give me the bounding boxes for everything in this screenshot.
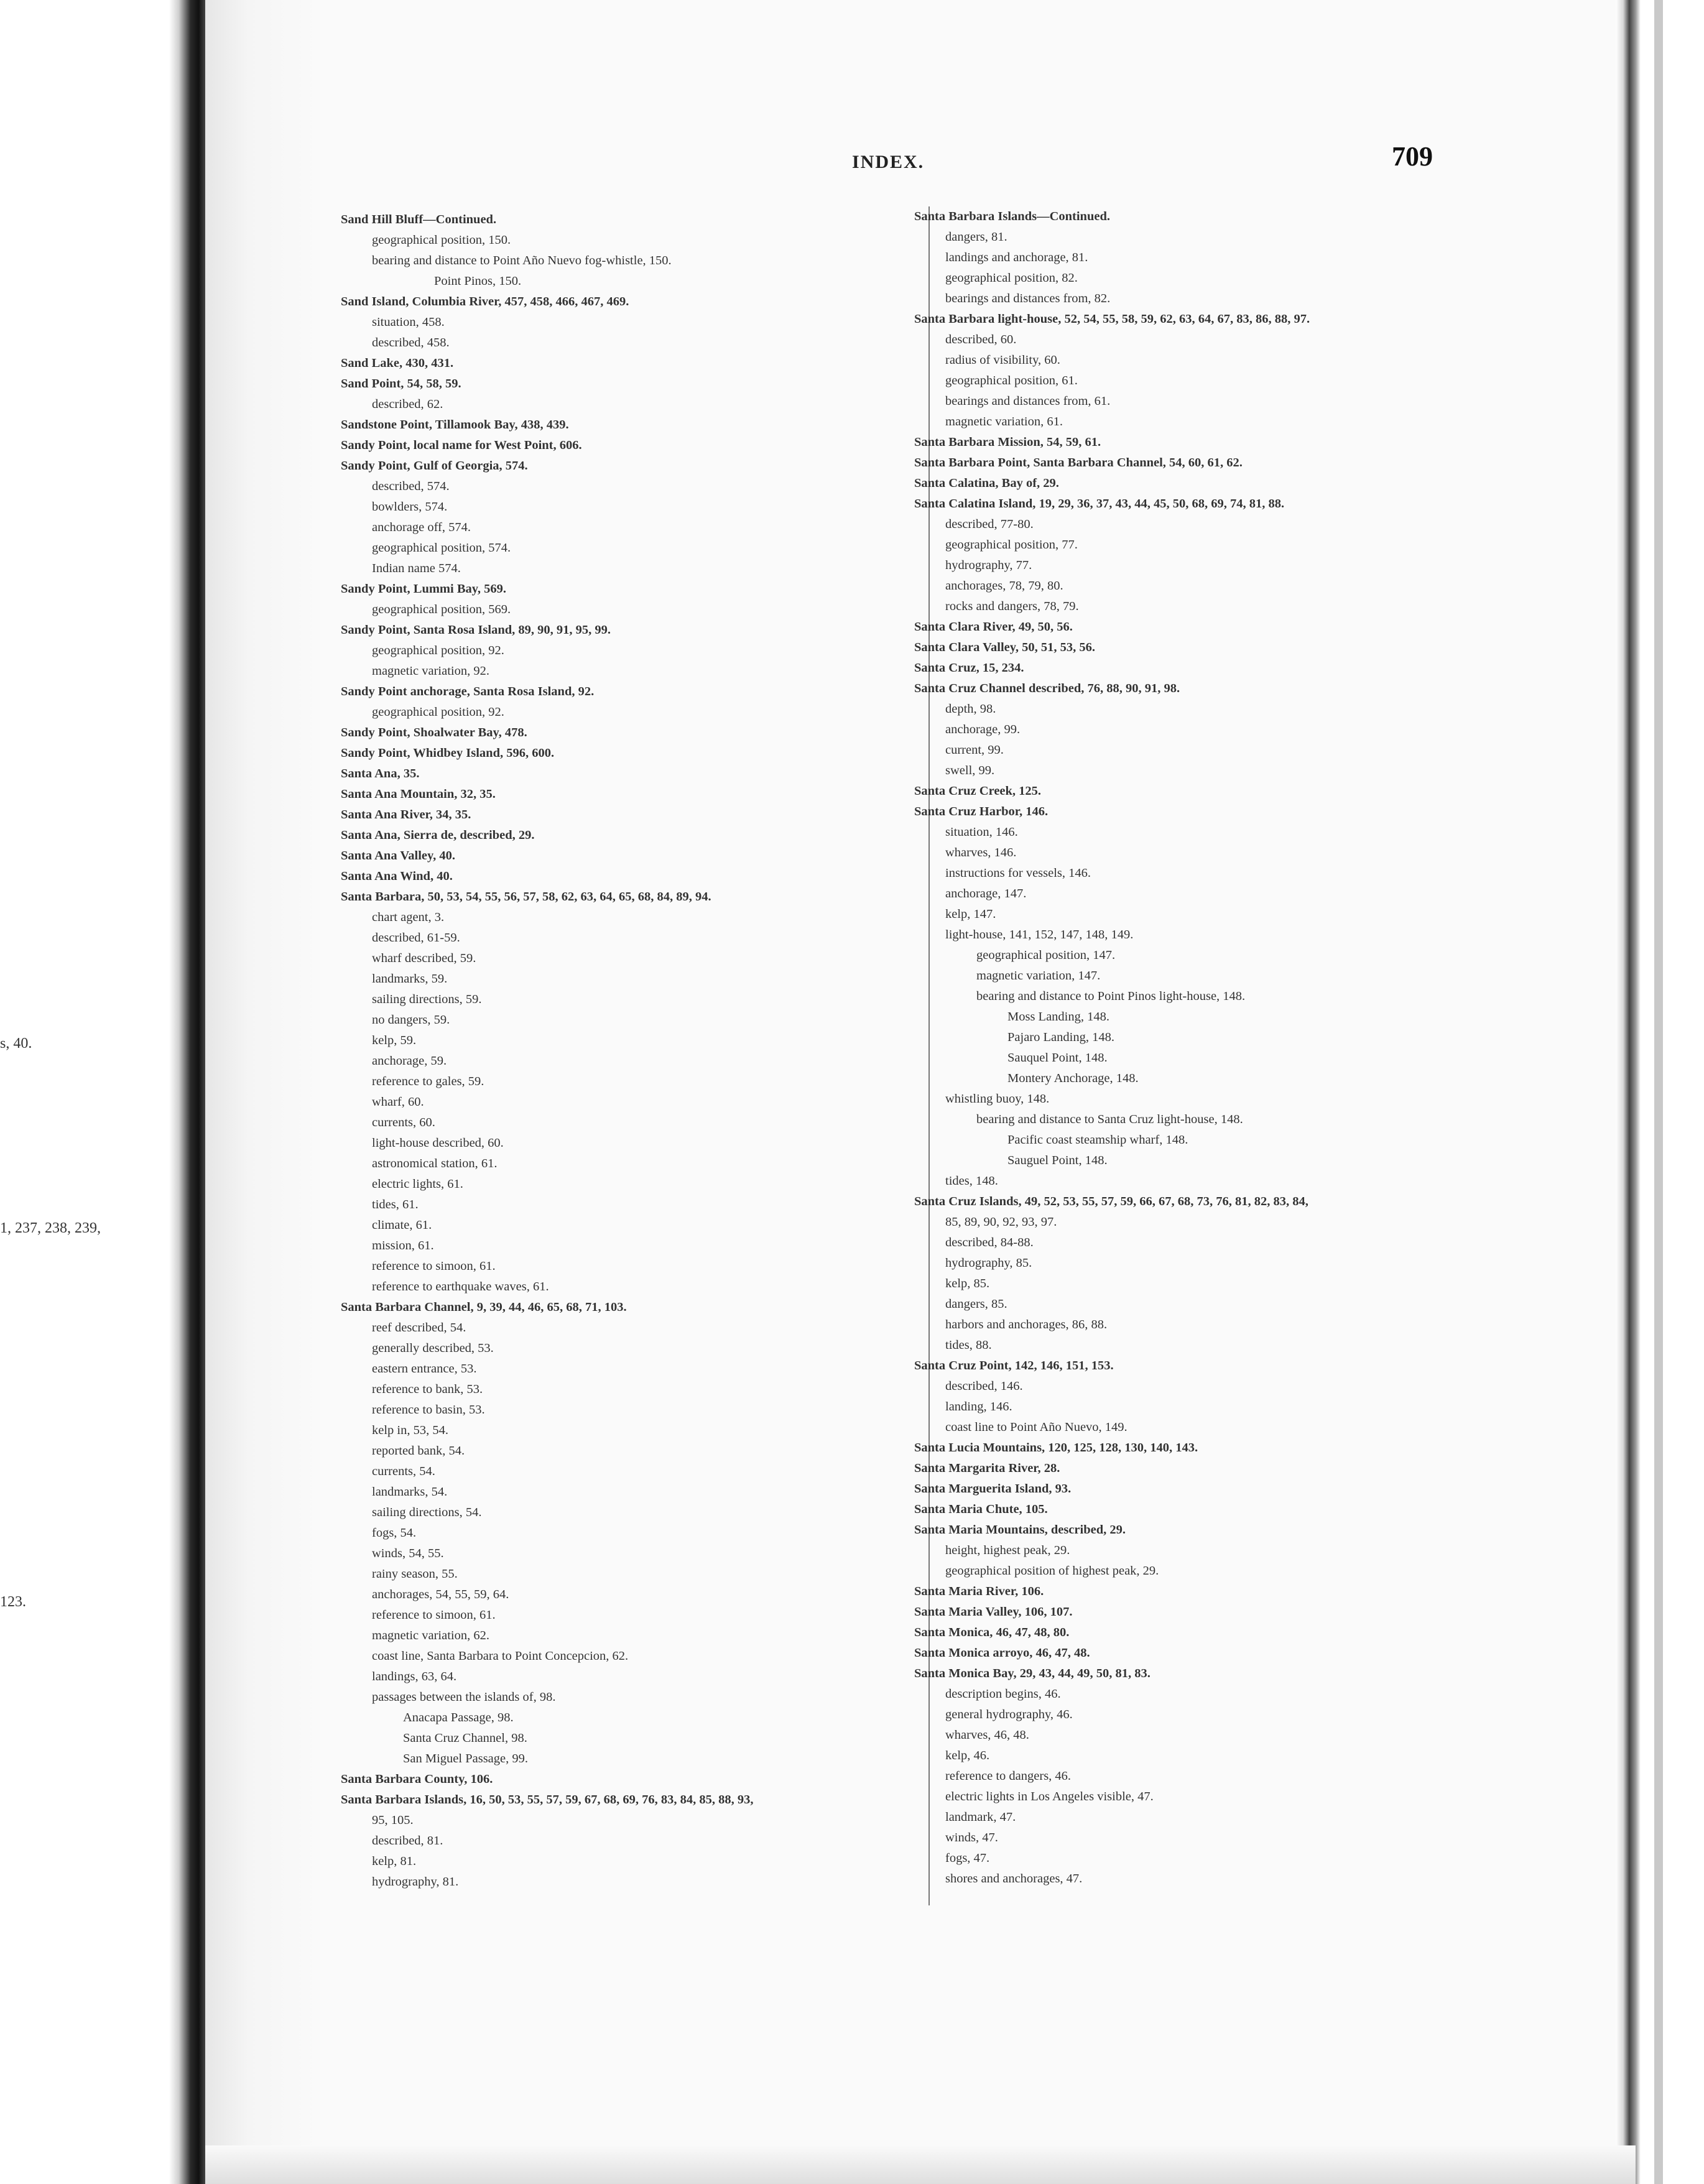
- index-entry: Santa Cruz Point, 142, 146, 151, 153.: [914, 1359, 1114, 1372]
- index-subentry: described, 62.: [372, 397, 443, 411]
- index-subentry: dangers, 81.: [945, 230, 1007, 244]
- page-edge: [1616, 0, 1641, 2184]
- index-column-right: [914, 206, 1474, 1889]
- index-subentry: passages between the islands of, 98.: [372, 1690, 556, 1704]
- prev-page-fragment: 1, 237, 238, 239,: [0, 1220, 101, 1236]
- index-subentry: anchorage, 59.: [372, 1054, 447, 1068]
- index-subentry: situation, 458.: [372, 315, 445, 329]
- index-entry: Santa Monica Bay, 29, 43, 44, 49, 50, 81, 83.: [914, 1667, 1151, 1680]
- index-subentry: currents, 54.: [372, 1464, 435, 1478]
- index-subentry: eastern entrance, 53.: [372, 1362, 477, 1376]
- index-subentry: geographical position, 92.: [372, 644, 504, 657]
- index-subentry: wharves, 146.: [945, 846, 1017, 859]
- index-entry: Sand Hill Bluff—Continued.: [341, 213, 497, 226]
- index-subentry: bearings and distances from, 82.: [945, 292, 1111, 305]
- index-subentry: reference to bank, 53.: [372, 1382, 483, 1396]
- index-entry: Santa Ana, Sierra de, described, 29.: [341, 828, 535, 842]
- page-edge-shadow: [1654, 0, 1663, 2184]
- index-subentry: kelp, 147.: [945, 907, 996, 921]
- index-subentry: 85, 89, 90, 92, 93, 97.: [945, 1215, 1057, 1229]
- index-entry: Santa Lucia Mountains, 120, 125, 128, 130, 140, 143.: [914, 1441, 1198, 1455]
- index-entry: Santa Barbara County, 106.: [341, 1772, 493, 1786]
- index-subentry: wharves, 46, 48.: [945, 1728, 1029, 1742]
- index-subentry: situation, 146.: [945, 825, 1018, 839]
- index-subentry: landmarks, 54.: [372, 1485, 448, 1499]
- index-subentry: magnetic variation, 92.: [372, 664, 489, 678]
- index-entry: Santa Marguerita Island, 93.: [914, 1482, 1072, 1496]
- index-subentry: geographical position, 150.: [372, 233, 511, 247]
- index-subentry: whistling buoy, 148.: [945, 1092, 1050, 1106]
- index-subentry: sailing directions, 59.: [372, 993, 482, 1006]
- index-subentry: fogs, 54.: [372, 1526, 417, 1540]
- index-entry: Sandstone Point, Tillamook Bay, 438, 439.: [341, 418, 569, 432]
- index-entry: Sandy Point, local name for West Point, 606.: [341, 438, 582, 452]
- index-subentry: anchorages, 78, 79, 80.: [945, 579, 1063, 593]
- index-subentry: described, 77-80.: [945, 517, 1034, 531]
- index-entry: Sandy Point, Lummi Bay, 569.: [341, 582, 506, 596]
- index-subentry: rocks and dangers, 78, 79.: [945, 599, 1079, 613]
- index-subentry: height, highest peak, 29.: [945, 1543, 1070, 1557]
- index-entry: Santa Ana Mountain, 32, 35.: [341, 787, 496, 801]
- previous-page-margin: [0, 0, 187, 2184]
- index-subentry: dangers, 85.: [945, 1297, 1007, 1311]
- index-entry: Santa Ana, 35.: [341, 767, 420, 780]
- index-subentry: Moss Landing, 148.: [1007, 1010, 1109, 1024]
- index-entry: Santa Cruz, 15, 234.: [914, 661, 1024, 675]
- index-subentry: bearing and distance to Point Pinos light-house, 148.: [976, 989, 1246, 1003]
- prev-page-fragment: 123.: [0, 1594, 26, 1610]
- index-entry: Santa Barbara, 50, 53, 54, 55, 56, 57, 58, 62, 63, 64, 65, 68, 84, 89, 94.: [341, 890, 711, 904]
- index-entry: Santa Cruz Creek, 125.: [914, 784, 1042, 798]
- index-entry: Sand Island, Columbia River, 457, 458, 466, 467, 469.: [341, 295, 629, 308]
- index-subentry: Sauquel Point, 148.: [1007, 1051, 1108, 1065]
- index-subentry: geographical position, 92.: [372, 705, 504, 719]
- index-subentry: hydrography, 85.: [945, 1256, 1032, 1270]
- running-head: INDEX.: [852, 152, 925, 172]
- index-subentry: shores and anchorages, 47.: [945, 1872, 1083, 1886]
- index-entry: Santa Maria Valley, 106, 107.: [914, 1605, 1073, 1619]
- index-entry: Santa Calatina, Bay of, 29.: [914, 476, 1059, 490]
- index-subentry: anchorage off, 574.: [372, 521, 471, 534]
- index-subentry: landing, 146.: [945, 1400, 1012, 1414]
- index-entry: Santa Margarita River, 28.: [914, 1461, 1060, 1475]
- index-entry: Santa Barbara Channel, 9, 39, 44, 46, 65, 68, 71, 103.: [341, 1300, 627, 1314]
- index-subentry: geographical position, 61.: [945, 374, 1078, 387]
- index-subentry: coast line, Santa Barbara to Point Concepcion, 62.: [372, 1649, 629, 1663]
- index-entry: Sandy Point, Whidbey Island, 596, 600.: [341, 746, 555, 760]
- index-subentry: magnetic variation, 62.: [372, 1629, 489, 1642]
- index-subentry: described, 146.: [945, 1379, 1023, 1393]
- index-entry: Sand Lake, 430, 431.: [341, 356, 454, 370]
- index-subentry: tides, 61.: [372, 1198, 419, 1211]
- index-subentry: radius of visibility, 60.: [945, 353, 1060, 367]
- index-subentry: reference to basin, 53.: [372, 1403, 485, 1417]
- index-entry: Santa Clara Valley, 50, 51, 53, 56.: [914, 641, 1096, 654]
- index-entry: Santa Barbara Point, Santa Barbara Channel, 54, 60, 61, 62.: [914, 456, 1243, 470]
- index-subentry: tides, 88.: [945, 1338, 992, 1352]
- index-column-left: [341, 210, 876, 1892]
- index-subentry: bearings and distances from, 61.: [945, 394, 1111, 408]
- index-subentry: fogs, 47.: [945, 1851, 990, 1865]
- index-subentry: chart agent, 3.: [372, 910, 445, 924]
- index-subentry: depth, 98.: [945, 702, 996, 716]
- index-entry: Santa Clara River, 49, 50, 56.: [914, 620, 1073, 634]
- index-entry: Santa Barbara Mission, 54, 59, 61.: [914, 435, 1101, 449]
- index-subentry: described, 458.: [372, 336, 450, 349]
- index-subentry: reference to simoon, 61.: [372, 1608, 496, 1622]
- index-subentry: generally described, 53.: [372, 1341, 494, 1355]
- index-subentry: description begins, 46.: [945, 1687, 1061, 1701]
- index-subentry: magnetic variation, 147.: [976, 969, 1101, 983]
- index-subentry: described, 60.: [945, 333, 1017, 346]
- index-subentry: geographical position, 574.: [372, 541, 511, 555]
- index-subentry: no dangers, 59.: [372, 1013, 450, 1027]
- index-entry: Santa Maria Mountains, described, 29.: [914, 1523, 1126, 1537]
- index-entry: Sandy Point, Shoalwater Bay, 478.: [341, 726, 527, 739]
- index-subentry: kelp, 85.: [945, 1277, 990, 1290]
- index-subentry: electric lights, 61.: [372, 1177, 463, 1191]
- index-subentry: geographical position of highest peak, 29.: [945, 1564, 1159, 1578]
- index-subentry: reported bank, 54.: [372, 1444, 465, 1458]
- index-subentry: Sauguel Point, 148.: [1007, 1154, 1108, 1167]
- page-bottom-shadow: [205, 2145, 1636, 2184]
- index-entry: Santa Monica arroyo, 46, 47, 48.: [914, 1646, 1090, 1660]
- index-subentry: general hydrography, 46.: [945, 1708, 1073, 1721]
- index-subentry: geographical position, 147.: [976, 948, 1116, 962]
- index-subentry: harbors and anchorages, 86, 88.: [945, 1318, 1108, 1331]
- index-subentry: Pajaro Landing, 148.: [1007, 1030, 1114, 1044]
- index-entry: Santa Cruz Harbor, 146.: [914, 805, 1049, 818]
- index-entry: Sandy Point anchorage, Santa Rosa Island, 92.: [341, 685, 595, 698]
- index-subentry: Montery Anchorage, 148.: [1007, 1071, 1139, 1085]
- index-subentry: kelp in, 53, 54.: [372, 1423, 448, 1437]
- index-entry: Santa Calatina Island, 19, 29, 36, 37, 43, 44, 45, 50, 68, 69, 74, 81, 88.: [914, 497, 1285, 511]
- index-subentry: Anacapa Passage, 98.: [403, 1711, 514, 1724]
- index-entry: Sandy Point, Gulf of Georgia, 574.: [341, 459, 528, 473]
- index-subentry: landmark, 47.: [945, 1810, 1016, 1824]
- index-entry: Santa Maria Chute, 105.: [914, 1502, 1048, 1516]
- index-subentry: wharf described, 59.: [372, 951, 476, 965]
- index-subentry: light-house, 141, 152, 147, 148, 149.: [945, 928, 1134, 942]
- index-subentry: anchorages, 54, 55, 59, 64.: [372, 1588, 509, 1601]
- index-entry: Santa Monica, 46, 47, 48, 80.: [914, 1626, 1070, 1639]
- index-subentry: rainy season, 55.: [372, 1567, 458, 1581]
- index-subentry: geographical position, 82.: [945, 271, 1078, 285]
- index-subentry: described, 61-59.: [372, 931, 460, 945]
- index-subentry: bowlders, 574.: [372, 500, 448, 514]
- index-subentry: described, 574.: [372, 479, 450, 493]
- index-entry: Santa Cruz Channel described, 76, 88, 90, 91, 98.: [914, 682, 1180, 695]
- index-entry: Sandy Point, Santa Rosa Island, 89, 90, 91, 95, 99.: [341, 623, 611, 637]
- index-subentry: swell, 99.: [945, 764, 995, 777]
- index-subentry: reference to simoon, 61.: [372, 1259, 496, 1273]
- index-subentry: described, 81.: [372, 1834, 443, 1848]
- index-subentry: described, 84-88.: [945, 1236, 1034, 1249]
- index-entry: Sand Point, 54, 58, 59.: [341, 377, 461, 391]
- index-subentry: landings, 63, 64.: [372, 1670, 457, 1683]
- index-subentry: climate, 61.: [372, 1218, 432, 1232]
- index-entry: Santa Barbara light-house, 52, 54, 55, 58, 59, 62, 63, 64, 67, 83, 86, 88, 97.: [914, 312, 1310, 326]
- index-subentry: winds, 47.: [945, 1831, 998, 1844]
- index-subentry: electric lights in Los Angeles visible, 47.: [945, 1790, 1154, 1803]
- index-entry: Santa Ana Valley, 40.: [341, 849, 455, 863]
- index-subentry: geographical position, 77.: [945, 538, 1078, 552]
- index-entry: Santa Ana River, 34, 35.: [341, 808, 471, 821]
- index-subentry: light-house described, 60.: [372, 1136, 504, 1150]
- index-subentry: astronomical station, 61.: [372, 1157, 498, 1170]
- page-number: 709: [1392, 141, 1433, 172]
- index-subentry: anchorage, 147.: [945, 887, 1027, 900]
- index-subentry: current, 99.: [945, 743, 1004, 757]
- index-subentry: winds, 54, 55.: [372, 1547, 444, 1560]
- index-subentry: instructions for vessels, 146.: [945, 866, 1091, 880]
- index-subentry: Indian name 574.: [372, 562, 461, 575]
- index-subentry: bearing and distance to Point Año Nuevo fog-whistle, 150.: [372, 254, 672, 267]
- index-subentry: magnetic variation, 61.: [945, 415, 1063, 428]
- index-subentry: coast line to Point Año Nuevo, 149.: [945, 1420, 1128, 1434]
- index-subentry: hydrography, 81.: [372, 1875, 459, 1889]
- index-subentry: kelp, 46.: [945, 1749, 990, 1762]
- index-subentry: reef described, 54.: [372, 1321, 466, 1335]
- index-subentry: kelp, 81.: [372, 1854, 417, 1868]
- index-subentry: Pacific coast steamship wharf, 148.: [1007, 1133, 1188, 1147]
- index-subentry: sailing directions, 54.: [372, 1506, 482, 1519]
- index-entry: Santa Barbara Islands, 16, 50, 53, 55, 57, 59, 67, 68, 69, 76, 83, 84, 85, 88, 93,: [341, 1793, 754, 1807]
- index-subentry: kelp, 59.: [372, 1034, 417, 1047]
- index-subentry: anchorage, 99.: [945, 723, 1021, 736]
- index-subentry: landmarks, 59.: [372, 972, 448, 986]
- index-subentry: landings and anchorage, 81.: [945, 251, 1088, 264]
- index-subentry: Santa Cruz Channel, 98.: [403, 1731, 527, 1745]
- index-subentry: tides, 148.: [945, 1174, 998, 1188]
- index-subentry: wharf, 60.: [372, 1095, 424, 1109]
- index-subentry: San Miguel Passage, 99.: [403, 1752, 528, 1765]
- index-subentry: mission, 61.: [372, 1239, 434, 1252]
- index-entry: Santa Barbara Islands—Continued.: [914, 210, 1110, 223]
- index-subentry: 95, 105.: [372, 1813, 414, 1827]
- index-subentry: bearing and distance to Santa Cruz light-house, 148.: [976, 1113, 1243, 1126]
- index-subentry: currents, 60.: [372, 1116, 435, 1129]
- index-entry: Santa Maria River, 106.: [914, 1585, 1044, 1598]
- index-subentry: hydrography, 77.: [945, 558, 1032, 572]
- index-entry: Santa Ana Wind, 40.: [341, 869, 453, 883]
- index-entry: Santa Cruz Islands, 49, 52, 53, 55, 57, 59, 66, 67, 68, 73, 76, 81, 82, 83, 84,: [914, 1195, 1308, 1208]
- index-subentry: reference to earthquake waves, 61.: [372, 1280, 549, 1293]
- index-subentry: reference to dangers, 46.: [945, 1769, 1072, 1783]
- index-subentry: Point Pinos, 150.: [434, 274, 522, 288]
- index-subentry: geographical position, 569.: [372, 603, 511, 616]
- prev-page-fragment: s, 40.: [0, 1035, 32, 1052]
- index-subentry: reference to gales, 59.: [372, 1075, 484, 1088]
